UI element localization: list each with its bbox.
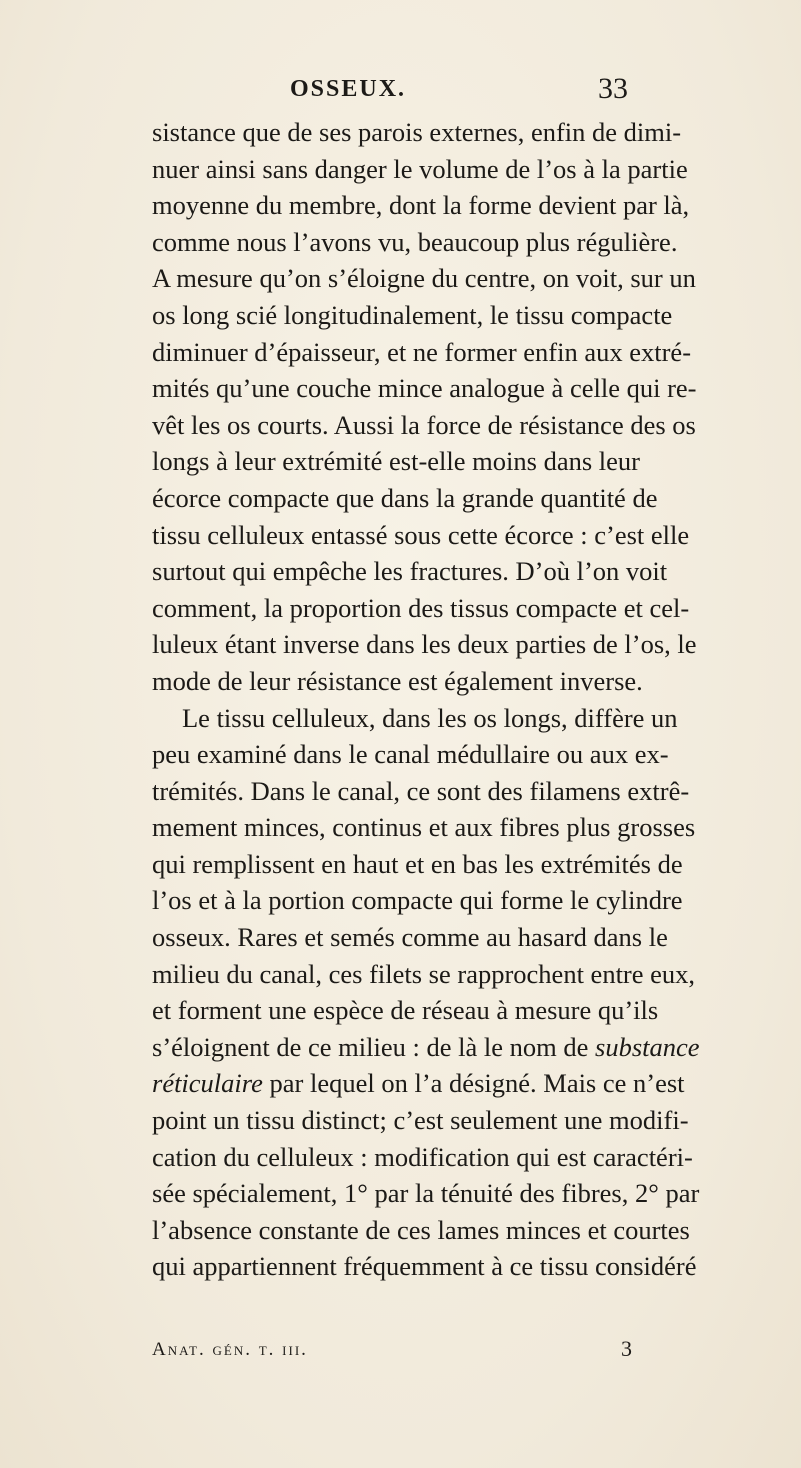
text-line: et forment une espèce de réseau à mesure qu’ils [152, 995, 659, 1026]
page-header [0, 72, 801, 110]
text-line: sistance que de ses parois externes, enfin de dimi- [152, 117, 682, 147]
page-footer [152, 1336, 640, 1369]
text-line: comment, la proportion des tissus compacte et cel- [152, 592, 690, 623]
running-head: OSSEUX. [290, 76, 407, 102]
text-line: qui appartiennent fréquemment à ce tissu considéré [152, 1251, 697, 1282]
text-line: luleux étant inverse dans les deux parties de l’os, le [152, 629, 697, 660]
text-line: point un tissu distinct; c’est seulement une modifi- [152, 1105, 689, 1136]
text-line: écorce compacte que dans la grande quantité de [152, 482, 658, 513]
text-line-with-italic [152, 1029, 700, 1066]
text-line: nuer ainsi sans danger le volume de l’os à la partie [152, 153, 688, 184]
text-line: mités qu’une couche mince analogue à celle qui re- [152, 373, 697, 404]
text-line: osseux. Rares et semés comme au hasard dans le [152, 922, 668, 953]
text-line: qui remplissent en haut et en bas les extrémités de [152, 848, 683, 879]
text-line: moyenne du membre, dont la forme devient par là, [152, 190, 690, 221]
line-text: par lequel on l’a désigné. Mais ce n’est [262, 1068, 685, 1099]
text-line: tissu celluleux entassé sous cette écorce : c’est elle [152, 519, 690, 550]
page-number: 33 [598, 72, 628, 105]
text-line: sée spécialement, 1° par la ténuité des fibres, 2° par [152, 1178, 700, 1209]
paragraph-end-line: mode de leur résistance est également inverse. [152, 665, 643, 696]
signature-number: 3 [621, 1336, 632, 1361]
text-line: os long scié longitudinalement, le tissu compacte [152, 299, 673, 330]
text-line: A mesure qu’on s’éloigne du centre, on voit, sur un [152, 263, 696, 294]
line-text: s’éloignent de ce milieu : de là le nom de [152, 1031, 595, 1062]
text-line: longs à leur extrémité est-elle moins dans leur [152, 446, 640, 477]
text-line: l’os et à la portion compacte qui forme le cylindre [152, 885, 683, 916]
text-line: mement minces, continus et aux fibres plus grosses [152, 812, 696, 843]
text-line: vêt les os courts. Aussi la force de résistance des os [152, 409, 696, 440]
italic-term: réticulaire [152, 1068, 263, 1099]
paragraph-start-line: Le tissu celluleux, dans les os longs, diffère un [182, 702, 678, 733]
text-line: peu examiné dans le canal médullaire ou aux ex- [152, 739, 669, 770]
text-line: diminuer d’épaisseur, et ne former enfin aux extré- [152, 336, 692, 367]
text-line: milieu du canal, ces filets se rapprochent entre eux, [152, 958, 696, 989]
italic-term: substance [595, 1031, 700, 1062]
text-line: trémités. Dans le canal, ce sont des filamens extrê- [152, 775, 690, 806]
text-line: cation du celluleux : modification qui est caractéri- [152, 1141, 693, 1172]
text-line: surtout qui empêche les fractures. D’où l’on voit [152, 556, 668, 587]
text-line: l’absence constante de ces lames minces et courtes [152, 1214, 690, 1245]
text-line: comme nous l’avons vu, beaucoup plus régulière. [152, 226, 678, 257]
body-text [152, 114, 700, 1285]
signature-mark: Anat. gén. t. iii. [152, 1339, 308, 1360]
text-line-with-italic [152, 1065, 685, 1102]
